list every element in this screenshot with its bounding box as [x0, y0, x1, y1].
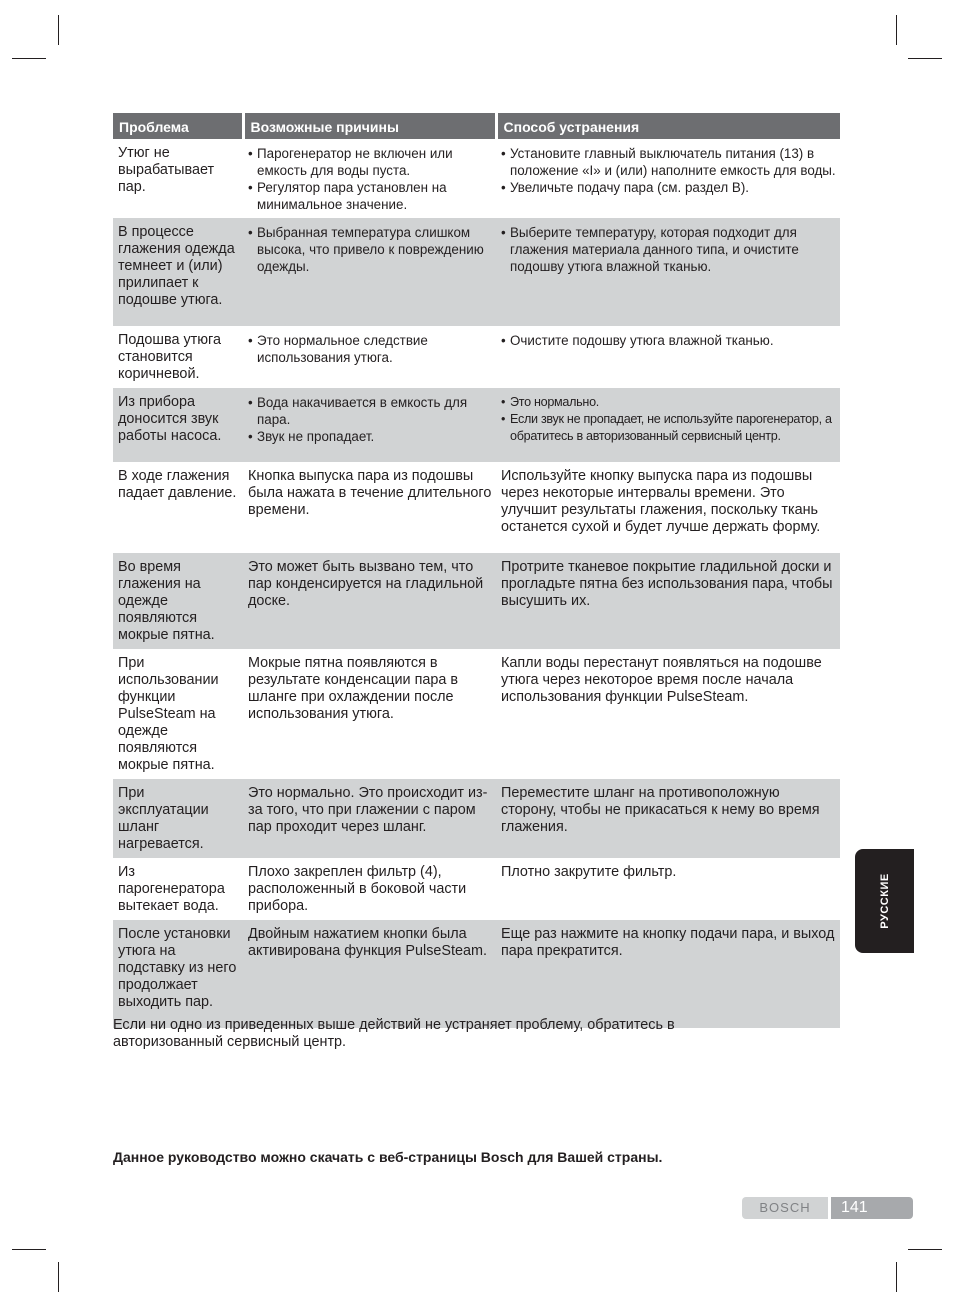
- problem-cell: При использовании функции PulseSteam на одежде появляются мокрые пятна.: [118, 655, 219, 773]
- solution-item: • Очистите подошву утюга влажной тканью.: [501, 332, 836, 349]
- page-number: 141: [831, 1197, 913, 1219]
- table-row: [113, 326, 840, 388]
- table-row: [113, 139, 840, 218]
- brand-label: BOSCH: [742, 1197, 828, 1219]
- solution-item: • Выберите температуру, которая подходит для глажения материала данного типа, и очистите подошву утюга влажной тканью.: [501, 224, 836, 275]
- header-problem: Проблема: [113, 113, 243, 139]
- cause-item: • Звук не пропадает.: [248, 428, 492, 445]
- cause-item: • Регулятор пара установлен на минимальное значение.: [248, 179, 492, 213]
- solution-item: • Это нормально.: [501, 394, 836, 411]
- crop-mark: [58, 15, 59, 45]
- crop-mark: [896, 15, 897, 45]
- solutions-cell: Капли воды перестанут появляться на подошве утюга через некоторое время после начала использования функции PulseSteam.: [501, 655, 822, 705]
- problem-cell: Подошва утюга становится коричневой.: [118, 332, 221, 382]
- causes-cell: [243, 139, 496, 218]
- table-row: [113, 462, 840, 553]
- problem-cell: При эксплуатации шланг нагревается.: [113, 779, 243, 858]
- problem-cell: В процессе глажения одежда темнеет и (или) прилипает к подошве утюга.: [113, 218, 243, 326]
- causes-cell: Плохо закреплен фильтр (4), расположенный в боковой части прибора.: [248, 864, 467, 914]
- troubleshooting-table: [113, 113, 840, 1028]
- table-row: [113, 779, 840, 858]
- service-note: Если ни одно из приведенных выше действий не устраняет проблему, обратитесь в авторизованный сервисный центр.: [113, 1017, 675, 1050]
- crop-mark: [908, 1249, 942, 1250]
- causes-cell: [243, 218, 496, 326]
- solutions-cell: [496, 388, 840, 462]
- table-row: [113, 553, 840, 649]
- crop-mark: [896, 1262, 897, 1292]
- solutions-cell: [496, 218, 840, 326]
- cause-item: • Выбранная температура слишком высока, что привело к повреждению одежды.: [248, 224, 492, 275]
- causes-cell: Это нормально. Это происходит из-за того, что при глажении с паром пар проходит через шланг.: [243, 779, 496, 858]
- table-row: [113, 920, 840, 1028]
- table-row: [113, 858, 840, 920]
- table-row: [113, 649, 840, 779]
- problem-cell: Из парогенератора вытекает вода.: [118, 864, 225, 914]
- causes-cell: Двойным нажатием кнопки была активирована функция PulseSteam.: [243, 920, 496, 1028]
- solution-item: • Увеличьте подачу пара (см. раздел B).: [501, 179, 836, 196]
- solution-item: • Если звук не пропадает, не используйте парогенератор, а обратитесь в авторизованный сервисный центр.: [501, 411, 836, 445]
- language-tab-label: РУССКИЕ: [878, 873, 891, 929]
- download-note: Данное руководство можно скачать с веб-страницы Bosch для Вашей страны.: [113, 1149, 663, 1165]
- solutions-cell: Переместите шланг на противоположную сторону, чтобы не прикасаться к нему во время глажения.: [496, 779, 840, 858]
- causes-cell: [243, 388, 496, 462]
- solutions-cell: Используйте кнопку выпуска пара из подошвы через некоторые интервалы времени. Это улучшит результаты глажения, поскольку ткань останется сухой и будет лучше держать форму.: [501, 468, 821, 535]
- language-tab: [855, 849, 914, 953]
- table-header-row: [113, 113, 840, 139]
- header-causes: Возможные причины: [243, 113, 496, 139]
- problem-cell: Утюг не вырабатывает пар.: [118, 145, 215, 195]
- crop-mark: [58, 1262, 59, 1292]
- causes-cell: [243, 326, 496, 388]
- solutions-cell: Протрите тканевое покрытие гладильной доски и прогладьте пятна без использования пара, чтобы высушить их.: [496, 553, 840, 649]
- cause-item: • Это нормальное следствие использования утюга.: [248, 332, 492, 366]
- crop-mark: [12, 58, 46, 59]
- solutions-cell: Еще раз нажмите на кнопку подачи пара, и выход пара прекратится.: [496, 920, 840, 1028]
- crop-mark: [12, 1249, 46, 1250]
- table-row: [113, 388, 840, 462]
- problem-cell: Из прибора доносится звук работы насоса.: [113, 388, 243, 462]
- causes-cell: Мокрые пятна появляются в результате конденсации пара в шланге при охлаждении после использования утюга.: [248, 655, 459, 722]
- table-row: [113, 218, 840, 326]
- causes-cell: Это может быть вызвано тем, что пар конденсируется на гладильной доске.: [243, 553, 496, 649]
- solutions-cell: [496, 139, 840, 218]
- causes-cell: Кнопка выпуска пара из подошвы была нажата в течение длительного времени.: [248, 468, 492, 518]
- solutions-cell: Плотно закрутите фильтр.: [501, 864, 677, 880]
- problem-cell: После установки утюга на подставку из него продолжает выходить пар.: [113, 920, 243, 1028]
- solution-item: • Установите главный выключатель питания (13) в положение «I» и (или) наполните емкость для воды.: [501, 145, 836, 179]
- header-solutions: Способ устранения: [496, 113, 840, 139]
- problem-cell: В ходе глажения падает давление.: [118, 468, 237, 501]
- solutions-cell: [496, 326, 840, 388]
- cause-item: • Вода накачивается в емкость для пара.: [248, 394, 492, 428]
- crop-mark: [908, 58, 942, 59]
- cause-item: • Парогенератор не включен или емкость для воды пуста.: [248, 145, 492, 179]
- problem-cell: Во время глажения на одежде появляются мокрые пятна.: [113, 553, 243, 649]
